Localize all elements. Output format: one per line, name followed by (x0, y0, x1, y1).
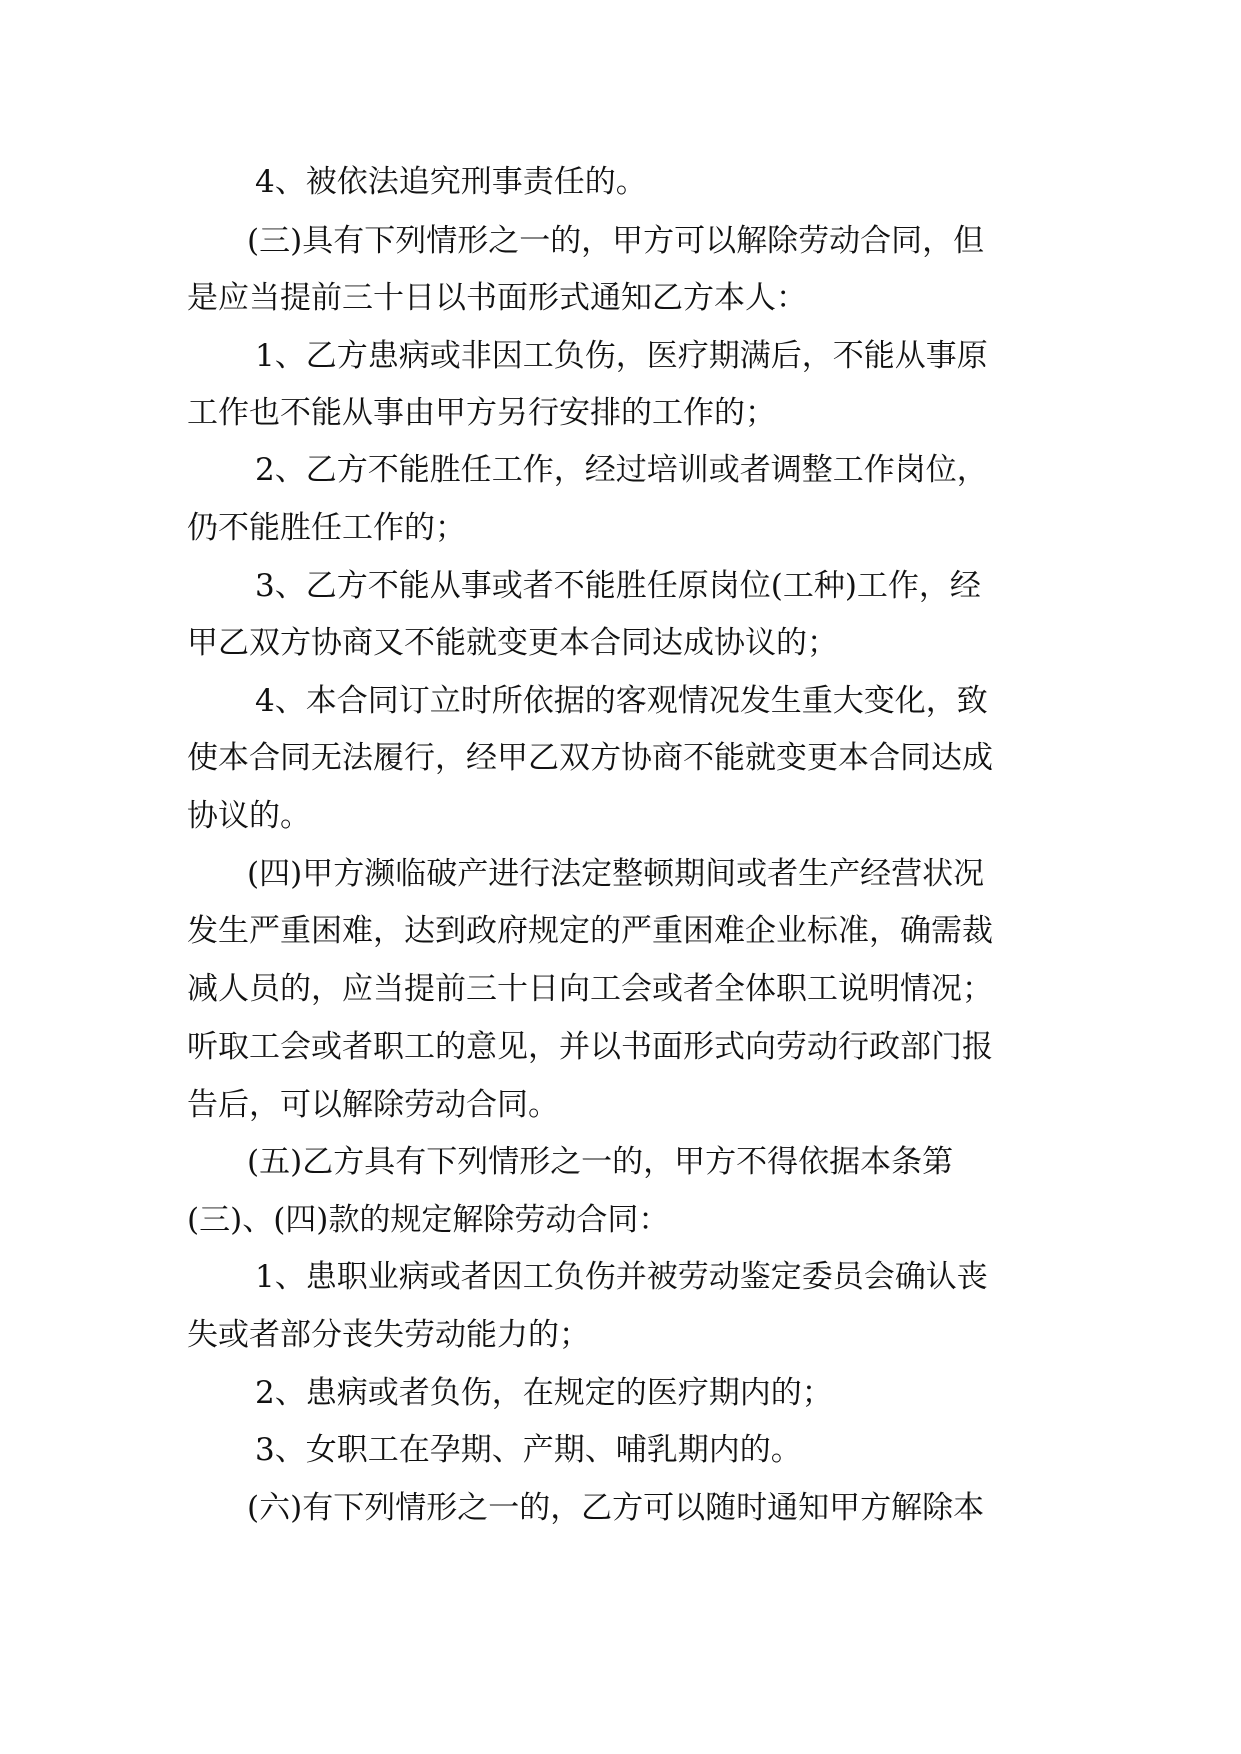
text-line: 告后，可以解除劳动合同。 (187, 1087, 559, 1123)
text-line: 工作也不能从事由甲方另行安排的工作的； (187, 395, 776, 431)
text-line: 甲乙双方协商又不能就变更本合同达成协议的； (187, 625, 838, 661)
text-line: 听取工会或者职工的意见，并以书面形式向劳动行政部门报 (187, 1029, 993, 1065)
text-line: 协议的。 (187, 798, 311, 834)
text-line: 减人员的，应当提前三十日向工会或者全体职工说明情况； (187, 971, 993, 1007)
text-line: 失或者部分丧失劳动能力的； (187, 1317, 590, 1353)
text-line: 3、乙方不能从事或者不能胜任原岗位(工种)工作，经 (255, 568, 981, 604)
text-line: 4、本合同订立时所依据的客观情况发生重大变化，致 (255, 683, 988, 719)
text-line: 使本合同无法履行，经甲乙双方协商不能就变更本合同达成 (187, 740, 993, 776)
text-line: (五)乙方具有下列情形之一的，甲方不得依据本条第 (247, 1144, 954, 1180)
text-line: (三)具有下列情形之一的，甲方可以解除劳动合同，但 (247, 223, 985, 259)
text-line: 3、女职工在孕期、产期、哺乳期内的。 (255, 1432, 802, 1468)
text-line: 2、患病或者负伤，在规定的医疗期内的； (255, 1375, 833, 1411)
text-line: (三)、(四)款的规定解除劳动合同： (187, 1202, 670, 1238)
text-line: 4、被依法追究刑事责任的。 (255, 164, 647, 200)
text-line: 仍不能胜任工作的； (187, 510, 466, 546)
text-line: (四)甲方濒临破产进行法定整顿期间或者生产经营状况 (247, 856, 985, 892)
text-line: (六)有下列情形之一的，乙方可以随时通知甲方解除本 (247, 1490, 985, 1526)
text-line: 发生严重困难，达到政府规定的严重困难企业标准，确需裁 (187, 913, 993, 949)
text-line: 1、乙方患病或非因工负伤，医疗期满后，不能从事原 (255, 338, 988, 374)
text-line: 2、乙方不能胜任工作，经过培训或者调整工作岗位， (255, 452, 988, 488)
text-line: 是应当提前三十日以书面形式通知乙方本人： (187, 280, 807, 316)
text-line: 1、患职业病或者因工负伤并被劳动鉴定委员会确认丧 (255, 1259, 988, 1295)
